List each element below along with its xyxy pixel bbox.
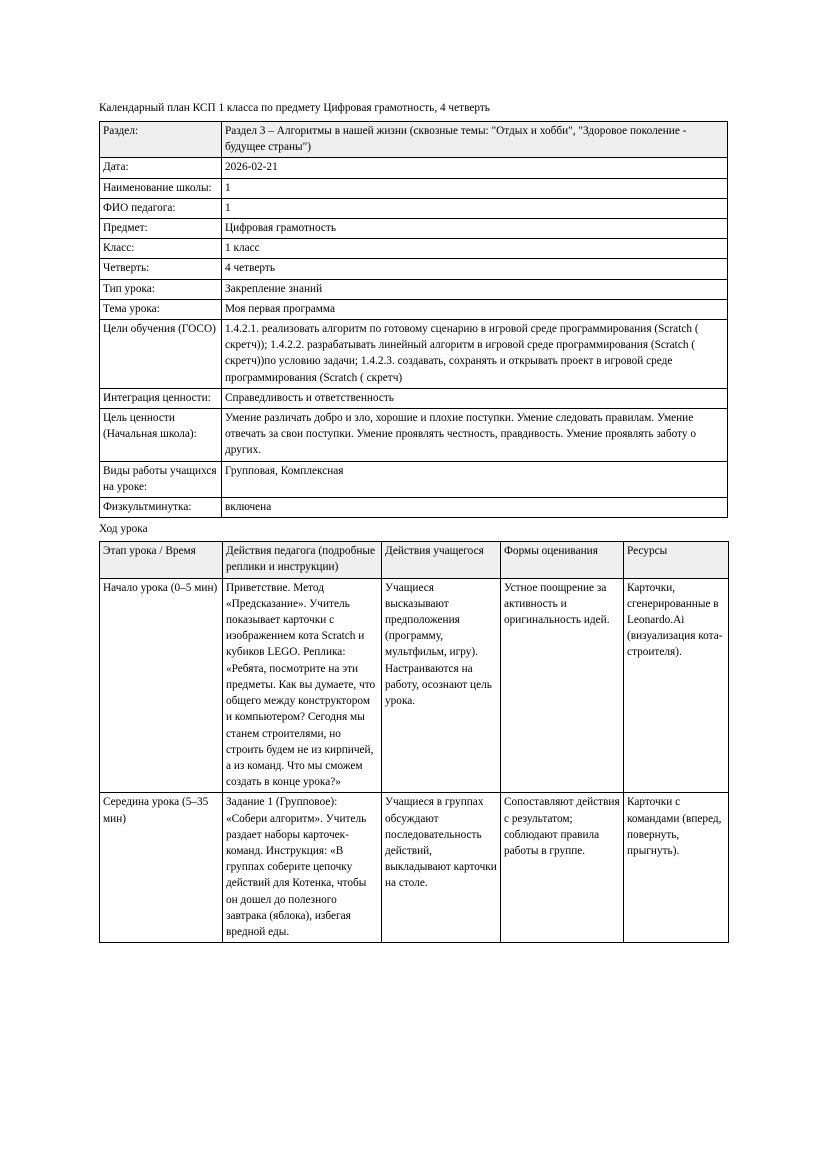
metadata-label: Интеграция ценности: — [100, 388, 222, 408]
metadata-value: Групповая, Комплексная — [222, 461, 728, 497]
student-actions-cell: Учащиеся в группах обсуждают последовательность действий, выкладывают карточки на столе. — [382, 793, 501, 943]
resources-cell: Карточки, сгенерированные в Leonardo.Ai (визуализация кота-строителя). — [624, 578, 729, 793]
metadata-row — [100, 259, 728, 279]
metadata-value: 1 — [222, 178, 728, 198]
metadata-label: Физкультминутка: — [100, 498, 222, 518]
page-title: Календарный план КСП 1 класса по предмету Цифровая грамотность, 4 четверть — [99, 102, 490, 114]
lesson-flow-body — [100, 578, 729, 942]
metadata-label: ФИО педагога: — [100, 198, 222, 218]
metadata-label: Цель ценности (Начальная школа): — [100, 409, 222, 462]
lesson-metadata-body — [100, 122, 728, 518]
metadata-row — [100, 498, 728, 518]
column-header: Формы оценивания — [501, 542, 624, 578]
metadata-value: Моя первая программа — [222, 299, 728, 319]
metadata-row — [100, 279, 728, 299]
teacher-actions-cell: Задание 1 (Групповое): «Собери алгоритм». Учитель раздает наборы карточек-команд. Инструкция: «В группах соберите цепочку действий для Котенка, чтобы он дошел до полезного завтрака (яблока), избегая вредной еды. — [223, 793, 382, 943]
student-actions-cell: Учащиеся высказывают предположения (программу, мультфильм, игру). Настраиваются на работу, осознают цель урока. — [382, 578, 501, 793]
lesson-flow-table — [99, 541, 729, 943]
metadata-label: Виды работы учащихся на уроке: — [100, 461, 222, 497]
metadata-label: Класс: — [100, 239, 222, 259]
metadata-value: Умение различать добро и зло, хорошие и плохие поступки. Умение следовать правилам. Умение отвечать за свои поступки. Умение проявлять честность, правдивость. Умение проявлять заботу о других. — [222, 409, 728, 462]
assessment-cell: Устное поощрение за активность и оригинальность идей. — [501, 578, 624, 793]
lesson-flow-heading: Ход урока — [99, 523, 148, 536]
teacher-actions-cell: Приветствие. Метод «Предсказание». Учитель показывает карточки с изображением кота Scratch и кубиков LEGO. Реплика: «Ребята, посмотрите на эти предметы. Как вы думаете, что общего между конструктором и компьютером? Сегодня мы станем строителями, но строить будем не из кирпичей, а из команд. Что мы сможем создать в конце урока?» — [223, 578, 382, 793]
metadata-value: Справедливость и ответственность — [222, 388, 728, 408]
metadata-label: Наименование школы: — [100, 178, 222, 198]
metadata-row — [100, 388, 728, 408]
metadata-label: Четверть: — [100, 259, 222, 279]
resources-cell: Карточки с командами (вперед, повернуть, прыгнуть). — [624, 793, 729, 943]
metadata-row — [100, 122, 728, 158]
lesson-flow-head — [100, 542, 729, 578]
metadata-value: Раздел 3 – Алгоритмы в нашей жизни (сквозные темы: "Отдых и хобби", "Здоровое поколение - будущее страны") — [222, 122, 728, 158]
column-header: Ресурсы — [624, 542, 729, 578]
metadata-row — [100, 158, 728, 178]
metadata-row — [100, 299, 728, 319]
metadata-value: 4 четверть — [222, 259, 728, 279]
assessment-cell: Сопоставляют действия с результатом; соблюдают правила работы в группе. — [501, 793, 624, 943]
metadata-value: 1.4.2.1. реализовать алгоритм по готовому сценарию в игровой среде программирования (Scratch ( скретч)); 1.4.2.2. разрабатывать линейный алгоритм в игровой среде программирования (Scratch ( скретч))по условию задачи; 1.4.2.3. создавать, сохранять и открывать проект в игровой среде программирования (Scratch ( скретч) — [222, 320, 728, 389]
table-row — [100, 793, 729, 943]
table-row — [100, 578, 729, 793]
metadata-label: Тема урока: — [100, 299, 222, 319]
metadata-label: Тип урока: — [100, 279, 222, 299]
metadata-row — [100, 409, 728, 462]
metadata-row — [100, 178, 728, 198]
column-header: Этап урока / Время — [100, 542, 223, 578]
metadata-row — [100, 320, 728, 389]
metadata-row — [100, 198, 728, 218]
metadata-value: 2026-02-21 — [222, 158, 728, 178]
metadata-value: включена — [222, 498, 728, 518]
metadata-label: Дата: — [100, 158, 222, 178]
metadata-row — [100, 219, 728, 239]
metadata-label: Раздел: — [100, 122, 222, 158]
stage-cell: Середина урока (5–35 мин) — [100, 793, 223, 943]
metadata-row — [100, 239, 728, 259]
lesson-metadata-table — [99, 121, 728, 518]
metadata-value: 1 — [222, 198, 728, 218]
metadata-value: Цифровая грамотность — [222, 219, 728, 239]
column-header: Действия учащегося — [382, 542, 501, 578]
metadata-value: Закрепление знаний — [222, 279, 728, 299]
stage-cell: Начало урока (0–5 мин) — [100, 578, 223, 793]
metadata-label: Предмет: — [100, 219, 222, 239]
metadata-label: Цели обучения (ГОСО) — [100, 320, 222, 389]
column-header: Действия педагога (подробные реплики и инструкции) — [223, 542, 382, 578]
metadata-row — [100, 461, 728, 497]
lesson-flow-header-row — [100, 542, 729, 578]
metadata-value: 1 класс — [222, 239, 728, 259]
